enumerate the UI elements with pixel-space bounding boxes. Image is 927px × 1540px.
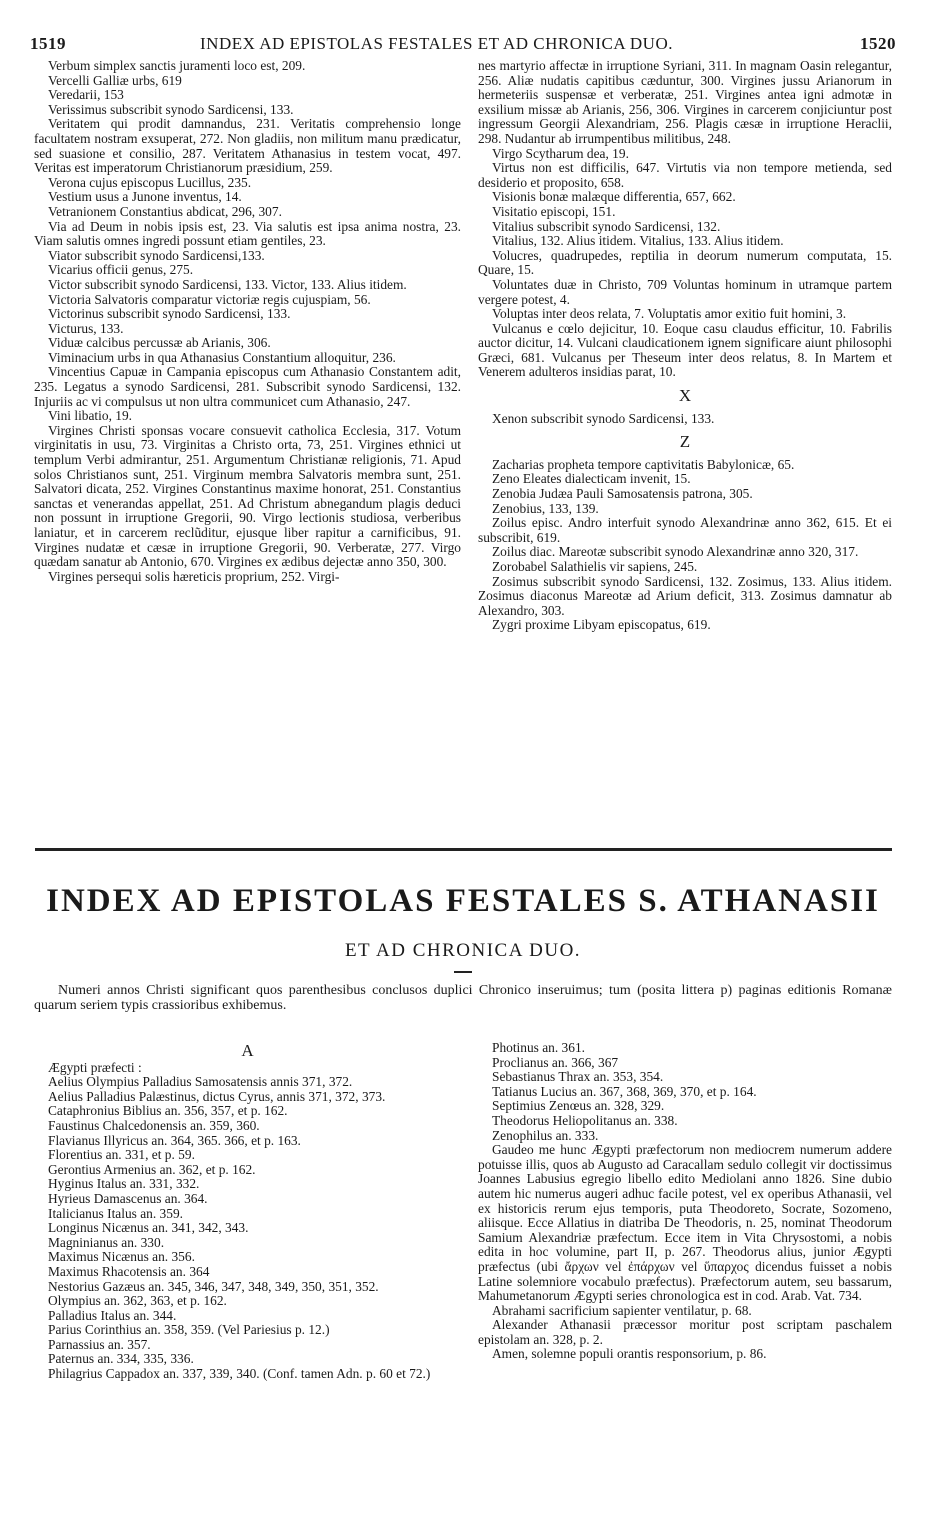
index-entry: Parnassius an. 357. [48,1336,151,1352]
second-index-column-right [478,1041,892,1362]
index-entry: Victoria Salvatoris comparatur victoriæ regis cujuspiam, 56. [48,291,371,307]
index-entry: Vulcanus e cœlo dejicitur, 10. Eoque casu claudus efficitur, 10. Fabrilis auctor dicitur, 14. Vulcani claudicationem ignem significare aiunt philosophi Græci, 681. Vulcanus per Theseum inter deos relatus, 8. In Martem et Venerem adulteros insidias parat, 10. [478,320,892,380]
index-entry: Amen, solemne populi orantis responsorium, p. 86. [492,1346,767,1362]
second-index-column-left [34,1041,461,1382]
index-entry: Gerontius Armenius an. 362, et p. 162. [48,1161,256,1177]
index-entry: Victurus, 133. [48,320,124,336]
index-entry: Photinus an. 361. [492,1040,585,1055]
second-index-subtitle: ET AD CHRONICA DUO. [344,940,582,961]
index-entry: Italicianus Italus an. 359. [48,1205,183,1221]
index-column-left [34,59,461,584]
index-column-right [478,59,892,633]
index-entry: Virgines Christi sponsas vocare consuevit catholica Ecclesia, 317. Votum virginitatis in usu, 73. Virginitas a Christo orta, 73, 251. Virgines ethnici ut templum Verbi admirantur, 251. Argumentum Christianæ religionis, 71. Apud solos Christianos sunt, 251. Virginum membra Salvatoris membra sunt, 251. Salvatori dicata, 252. Virgines Constantinus maxime honorat, 251. Constantius sanctas et venerandas appellat, 251. Ad Christum abnegandum plagis deduci non possunt in irruptione Gregorii, 90. Virgo lectionis studiosa, verberibus laniatur, et in carcerem reclũditur, ejusque liber rapitur a carnificibus, 91. Virgines nudatæ et cæsæ in irruptione Gregorii, 90. Verberatæ, 277. Virgo quædam sanatur ab Antonio, 670. Virgines ex ædibus dejectæ anno 350, 300. [34,422,461,570]
section-letter-a: A [241,1041,254,1060]
running-title: INDEX AD EPISTOLAS FESTALES ET AD CHRONICA DUO. [200,34,673,53]
index-entry: Veredarii, 153 [48,87,124,103]
index-entry: Veritatem qui prodit damnandus, 231. Veritatis comprehensio longe facultatem nostram exsuperat, 272. Non gladiis, non militum manu prædicatur, sed suasione et consilio, 287. Veritatem Athanasius in testem vocat, 497. Veritas est imperatorum Christianorum præsidium, 259. [34,116,461,176]
index-entry: Zeno Eleates dialecticam invenit, 15. [492,471,691,487]
index-entry: Faustinus Chalcedonensis an. 359, 360. [48,1117,260,1133]
index-entry: Philagrius Cappadox an. 337, 339, 340. (Conf. tamen Adn. p. 60 et 72.) [48,1366,431,1382]
index-entry: Palladius Italus an. 344. [48,1307,177,1323]
index-entry: Vitalius subscribit synodo Sardicensi, 132. [492,218,721,234]
page-number-left: 1519 [30,34,66,53]
index-entry: Voluptas inter deos relata, 7. Voluptatis amor exitio fuit homini, 3. [492,306,847,322]
index-entry: Abrahami sacrificium sapienter ventilatur, p. 68. [492,1302,752,1318]
index-entry: Verona cujus episcopus Lucillus, 235. [48,174,252,190]
index-entry: Florentius an. 331, et p. 59. [48,1147,195,1163]
index-entry: Zacharias propheta tempore captivitatis Babylonicæ, 65. [492,456,795,472]
index-entry: Alexander Athanasii præcessor moritur post scriptam paschalem epistolam an. 328, p. 2. [478,1317,892,1347]
index-entry: Maximus Nicænus an. 356. [48,1249,195,1265]
index-entry: Victorinus subscribit synodo Sardicensi, 133. [48,306,291,322]
index-entry: Hyginus Italus an. 331, 332. [48,1176,200,1192]
index-entry: Victor subscribit synodo Sardicensi, 133. Victor, 133. Alius itidem. [48,276,407,292]
second-index-intro: Numeri annos Christi significant quos parenthesibus conclusos duplici Chronico inseruimus; tum (posita littera p) paginas editionis Romanæ quarum seriem typis crassioribus exhibemus. [34,983,892,1013]
index-entry: Viminacium urbs in qua Athanasius Constantium alloquitur, 236. [48,349,396,365]
index-entry: Voluntates duæ in Christo, 709 Voluntas hominum in utramque partem vergere potest, 4. [478,276,892,307]
index-entry: Parius Corinthius an. 358, 359. (Vel Pariesius p. 12.) [48,1322,330,1338]
index-entry: Zoilus episc. Andro interfuit synodo Alexandrinæ anno 362, 615. Et ei subscribit, 619. [478,515,892,545]
index-entry: Zorobabel Salathielis vir sapiens, 245. [492,559,698,574]
index-entry: Zenobius, 133, 139. [492,500,599,516]
index-entry: Vini libatio, 19. [48,408,132,424]
index-entry: Visionis bonæ malæque differentia, 657, 662. [492,189,736,205]
section-letter-x: X [678,386,692,406]
index-entry: Verbum simplex sanctis juramenti loco est, 209. [48,58,306,73]
index-entry: Olympius an. 362, 363, et p. 162. [48,1293,227,1309]
index-entry: Volucres, quadrupedes, reptilia in deorum numerum computata, 15. Quare, 15. [478,247,892,278]
page-number-right: 1520 [860,34,896,53]
index-entry: Tatianus Lucius an. 367, 368, 369, 370, et p. 164. [492,1083,757,1099]
index-entry: Zenobia Judæa Pauli Samosatensis patrona, 305. [492,486,753,502]
running-header [30,34,896,56]
index-entry: Magninianus an. 330. [48,1234,165,1250]
index-entry: Vicarius officii genus, 275. [48,262,194,278]
index-entry: Virgines persequi solis hæreticis proprium, 252. Virgi- [48,568,340,584]
index-entry: Theodorus Heliopolitanus an. 338. [492,1112,678,1128]
index-entry: Proclianus an. 366, 367 [492,1054,619,1070]
index-entry: Maximus Rhacotensis an. 364 [48,1263,210,1279]
index-entry: Zygri proxime Libyam episcopatus, 619. [492,617,711,633]
index-entry: Vercelli Galliæ urbs, 619 [48,72,182,88]
index-entry: Vitalius, 132. Alius itidem. Vitalius, 133. Alius itidem. [492,233,784,249]
index-entry: Vestium usus a Junone inventus, 14. [48,189,242,205]
section-letter-z: Z [679,432,691,452]
index-entry: Vetranionem Constantius abdicat, 296, 307. [48,203,282,219]
index-entry: Via ad Deum in nobis ipsis est, 23. Via salutis est ipsa anima nostra, 23. Viam salutis omnes ingredi possunt etiam gentiles, 23. [34,218,461,249]
index-entry: Zenophilus an. 333. [492,1127,599,1143]
index-entry: Hyrieus Damascenus an. 364. [48,1190,208,1206]
index-entry: Sebastianus Thrax an. 353, 354. [492,1069,664,1085]
index-entry: Verissimus subscribit synodo Sardicensi, 133. [48,101,294,117]
commentary-paragraph: Gaudeo me hunc Ægypti præfectorum non mediocrem numerum addere potuisse illis, quos ab Augusto ad Caracallam sedulo collegit vir doctissimus Joannes Labusius egregio libello edito Mediolani anno 1826. Sine dubio autem hic numerus augeri adhuc facile potest, vel ex operibus Athanasii, vel ex historicis rerum ejus temporis, puta Theodoreto, Socrate, Sozomeno, aliisque. Ecce Allatius in diatriba De Theodoris, n. 25, nominat Theodorum Samium Alexandriæ præfectum. Ecce item in Vita Chrysostomi, a nobis edita in hoc volumine, part II, p. 267. Theodorus alius, junior Ægypti præfectus (ubi ἄρχων vel ἐπάρχων vel ὕπαρχος dicendus fuisset a nobis Latine solemniore vocabulo præfectus). Præfectorum autem, seu bassarum, Mahumetanorum Ægypti series chronologica est in cod. Arab. Vat. 734. [478,1142,892,1304]
index-entry: Viator subscribit synodo Sardicensi,133. [48,247,265,263]
index-entry: Flavianus Illyricus an. 364, 365. 366, et p. 163. [48,1132,301,1148]
index-entry: Xenon subscribit synodo Sardicensi, 133. [492,410,715,426]
index-entry: Virgo Scytharum dea, 19. [492,145,629,161]
index-entry: Vincentius Capuæ in Campania episcopus cum Athanasio Constantem adit, 235. Legatus a synodo Sardicensi, 281. Subscribit synodo Sardicensi, 132. Injuriis ac vi compulsus ut non ultra communicet cum Athanasio, 247. [34,364,461,409]
title-dash [454,971,472,973]
index-entry: Zoilus diac. Mareotæ subscribit synodo Alexandrinæ anno 320, 317. [492,544,859,560]
index-entry: Paternus an. 334, 335, 336. [48,1351,194,1367]
index-entry: Aelius Olympius Palladius Samosatensis annis 371, 372. [48,1074,353,1090]
section-divider-rule [35,848,892,851]
second-index-title: INDEX AD EPISTOLAS FESTALES S. ATHANASII [46,883,880,919]
index-entry: Zosimus subscribit synodo Sardicensi, 132. Zosimus, 133. Alius itidem. Zosimus diaconus Mareotæ ad Arium deficit, 313. Zosimus damnatur ab Alexandro, 303. [478,573,892,618]
index-entry: Septimius Zenœus an. 328, 329. [492,1098,665,1114]
index-entry: Virtus non est difficilis, 647. Virtutis via non tempore metienda, sed desiderio et proposito, 658. [478,160,892,190]
group-heading: Ægypti præfecti : [48,1059,142,1075]
index-entry: Nestorius Gazæus an. 345, 346, 347, 348, 349, 350, 351, 352. [48,1278,379,1294]
index-entry: Cataphronius Biblius an. 356, 357, et p. 162. [48,1103,288,1119]
index-entry: Visitatio episcopi, 151. [492,203,616,219]
index-entry: Viduæ calcibus percussæ ab Arianis, 306. [48,335,271,351]
index-entry: Aelius Palladius Palæstinus, dictus Cyrus, annis 371, 372, 373. [48,1088,386,1104]
index-entry: nes martyrio affectæ in irruptione Syriani, 311. In magnam Oasin relegantur, 256. Aliæ nudatis capitibus cæduntur, 300. Virgines jussu Arianorum in hermeteriis suspensæ et verberatæ, 251. Virgines antea igni admotæ in exsilium missæ ab Arianis, 256, 306. Virgines in carcerem conjiciuntur post ingressum Georgii Alexandriam, 256. Plagis cæsæ in irruptione Heraclii, 298. Nudantur ab irrumpentibus militibus, 248. [478,58,892,146]
index-entry: Longinus Nicænus an. 341, 342, 343. [48,1220,249,1236]
